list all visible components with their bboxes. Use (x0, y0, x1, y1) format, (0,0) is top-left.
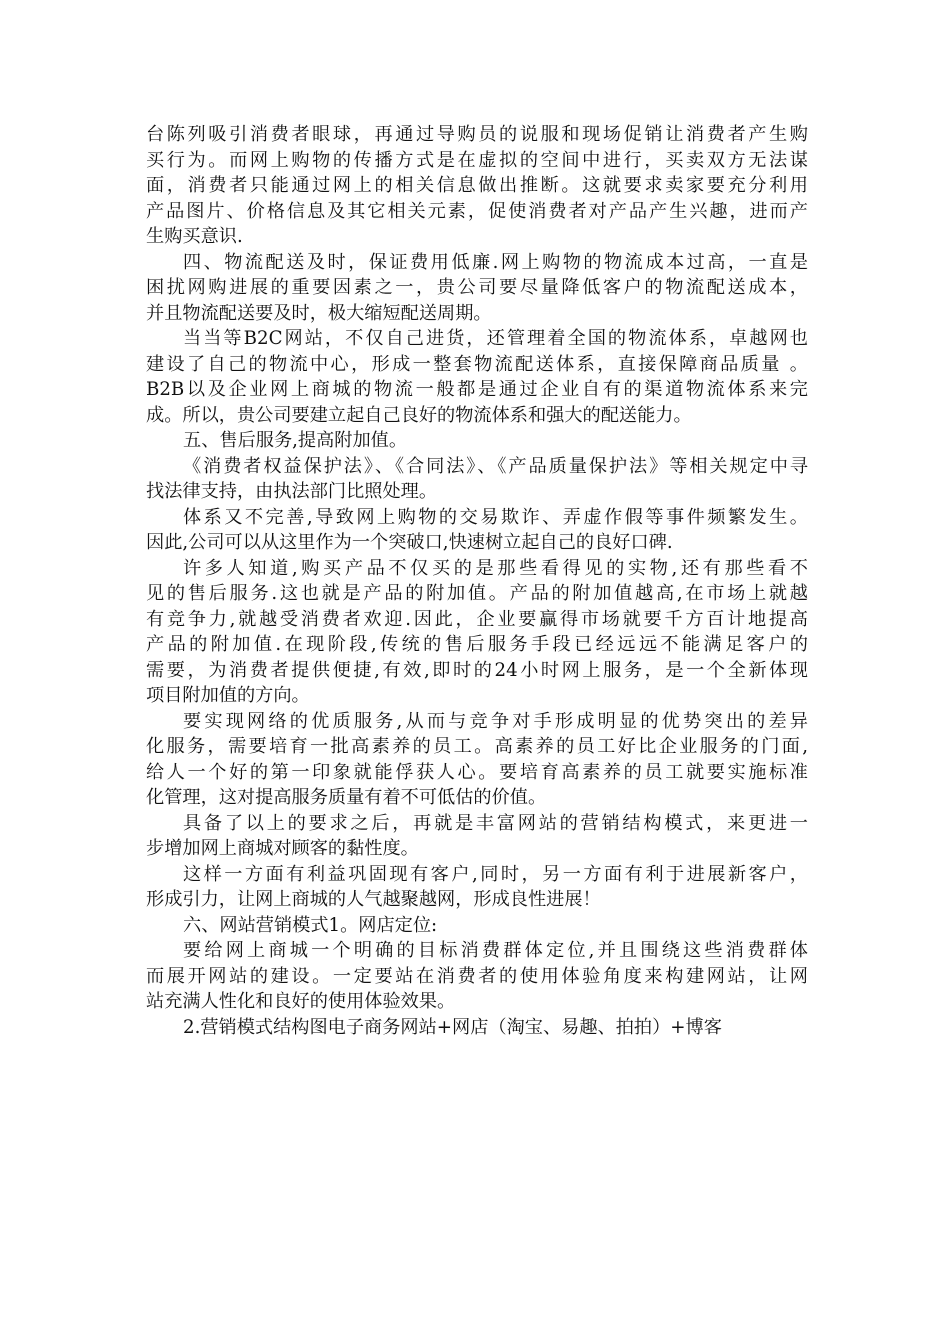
text-line: B2B以及企业网上商城的物流一般都是通过企业自有的渠道物流体系来完 (146, 379, 808, 400)
text-line: 并且物流配送要及时，极大缩短配送周期。 (146, 302, 492, 324)
text-line: 见的售后服务.这也就是产品的附加值。产品的附加值越高,在市场上就越 (146, 583, 808, 604)
text-line: 步增加网上商城对顾客的黏性度。 (146, 838, 419, 859)
text-line: 成。所以，贵公司要建立起自己良好的物流体系和强大的配送能力。 (146, 404, 692, 426)
text-line: 2.营销模式结构图电子商务网站+网店（淘宝、易趣、拍拍）+博客 (183, 1016, 722, 1038)
text-line: 项目附加值的方向。 (146, 685, 310, 706)
text-line: 给人一个好的第一印象就能俘获人心。要培育高素养的员工就要实施标准 (146, 761, 808, 783)
text-line: 需要，为消费者提供便捷,有效,即时的24小时网上服务，是一个全新体现 (146, 659, 808, 681)
section-heading-6: 六、网站营销模式1。网店定位: (183, 914, 438, 936)
text-line: 而展开网站的建设。一定要站在消费者的使用体验角度来构建网站，让网 (146, 965, 808, 987)
section-heading-5: 五、售后服务,提高附加值。 (183, 430, 408, 451)
text-line: 化管理，这对提高服务质量有着不可低估的价值。 (146, 787, 547, 808)
text-line: 生购买意识. (146, 226, 243, 247)
text-line: 困扰网购进展的重要因素之一，贵公司要尽量降低客户的物流配送成本， (146, 277, 808, 298)
text-line: 当当等B2C网站，不仅自己进货，还管理着全国的物流体系，卓越网也 (183, 328, 808, 349)
text-line: 站充满人性化和良好的使用体验效果。 (146, 991, 456, 1012)
text-line: 《消费者权益保护法》、《合同法》、《产品质量保护法》等相关规定中寻 (183, 455, 808, 477)
text-line: 化服务，需要培育一批高素养的员工。高素养的员工好比企业服务的门面, (146, 736, 808, 757)
text-line: 体系又不完善,导致网上购物的交易欺诈、弄虚作假等事件频繁发生。 (183, 506, 808, 528)
section-heading-4: 四、物流配送及时，保证费用低廉.网上购物的物流成本过高，一直是 (183, 251, 808, 273)
text-line: 建设了自己的物流中心，形成一整套物流配送体系，直接保障商品质量 。 (146, 353, 808, 375)
text-line: 形成引力，让网上商城的人气越聚越网，形成良性进展！ (146, 889, 601, 910)
text-line: 有竞争力,就越受消费者欢迎.因此，企业要赢得市场就要千方百计地提高 (146, 608, 808, 630)
text-line: 要实现网络的优质服务,从而与竞争对手形成明显的优势突出的差异 (183, 710, 808, 732)
text-line: 面，消费者只能通过网上的相关信息做出推断。这就要求卖家要充分利用 (146, 175, 808, 196)
text-line: 产品的附加值.在现阶段,传统的售后服务手段已经远远不能满足客户的 (146, 634, 808, 655)
text-line: 因此,公司可以从这里作为一个突破口,快速树立起自己的良好口碑. (146, 532, 673, 553)
text-line: 这样一方面有利益巩固现有客户,同时，另一方面有利于进展新客户， (183, 863, 808, 885)
text-line: 具备了以上的要求之后，再就是丰富网站的营销结构模式，来更进一 (183, 812, 808, 834)
text-line: 许多人知道,购买产品不仅买的是那些看得见的实物,还有那些看不 (183, 557, 808, 579)
text-line: 找法律支持，由执法部门比照处理。 (146, 481, 438, 502)
text-line: 产品图片、价格信息及其它相关元素，促使消费者对产品产生兴趣，进而产 (146, 200, 808, 222)
text-line: 买行为。而网上购物的传播方式是在虚拟的空间中进行，买卖双方无法谋 (146, 149, 808, 171)
text-line: 要给网上商城一个明确的目标消费群体定位,并且围绕这些消费群体 (183, 940, 808, 961)
document-body (146, 122, 808, 1040)
text-line: 台陈列吸引消费者眼球，再通过导购员的说服和现场促销让消费者产生购 (146, 124, 808, 145)
